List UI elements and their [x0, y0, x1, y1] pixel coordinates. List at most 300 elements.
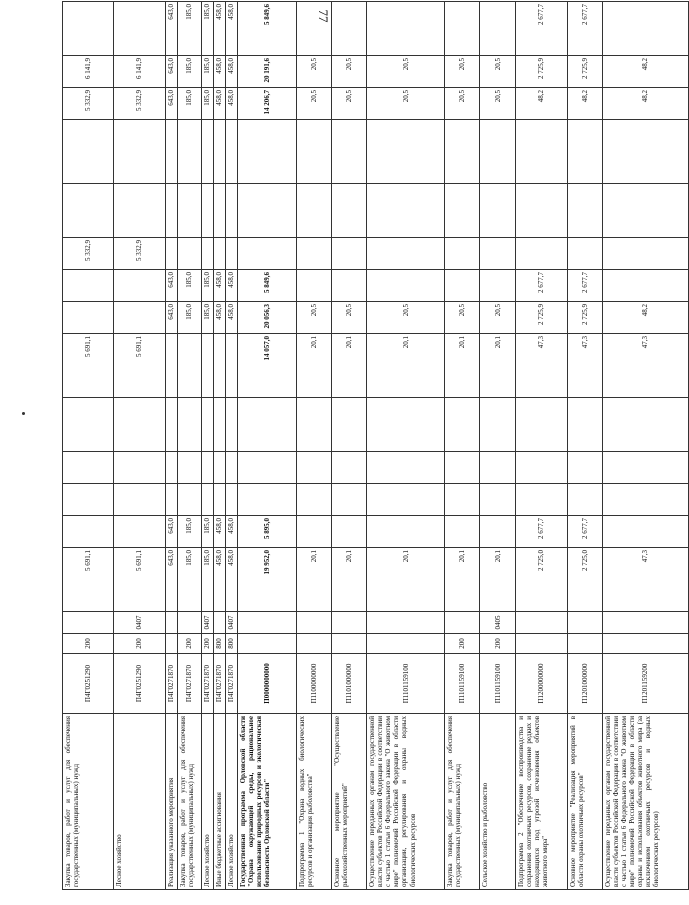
cell-amount — [567, 398, 602, 452]
cell-section-code: 0407 — [225, 612, 237, 634]
cell-amount — [445, 516, 480, 548]
cell-vr-code: 800 — [225, 634, 237, 654]
cell-amount: 643,0 — [165, 302, 177, 334]
cell-amount — [480, 484, 515, 516]
cell-amount: 458,0 — [213, 88, 225, 120]
cell-amount: 20,5 — [367, 88, 445, 120]
page-number: 77 — [316, 9, 331, 23]
cell-amount: 458,0 — [213, 548, 225, 612]
cell-amount — [296, 484, 331, 516]
cell-amount — [237, 120, 296, 184]
cell-amount — [114, 302, 165, 334]
cell-section-code — [165, 612, 177, 634]
table-row — [332, 2, 367, 890]
cell-csr-code: П1101000000 — [332, 654, 367, 714]
cell-amount: 20,5 — [367, 56, 445, 88]
cell-amount: 185,0 — [177, 548, 201, 612]
cell-section-code — [445, 612, 480, 634]
cell-amount — [296, 184, 331, 238]
cell-name: Лесное хозяйство — [201, 714, 213, 890]
cell-amount: 185,0 — [201, 2, 213, 56]
cell-amount: 48,2 — [602, 88, 688, 120]
cell-amount — [567, 120, 602, 184]
cell-amount — [63, 302, 114, 334]
table-row — [225, 2, 237, 890]
cell-amount: 185,0 — [201, 302, 213, 334]
cell-amount — [225, 452, 237, 484]
cell-amount — [445, 452, 480, 484]
cell-amount: 48,2 — [567, 88, 602, 120]
cell-amount — [177, 238, 201, 270]
cell-amount — [332, 120, 367, 184]
cell-amount — [63, 484, 114, 516]
cell-amount — [602, 2, 688, 56]
cell-amount — [225, 120, 237, 184]
cell-name: Осуществление переданных органам государственной власти субъектов Российской Федерации в соответствии с частью 1 статьи 6 Федерального закона "О животном мире" полномочий Российской Федерации в области организации, регулирования и охраны водных биологических ресурсов — [367, 714, 445, 890]
cell-vr-code: 200 — [480, 634, 515, 654]
cell-csr-code: П1101159100 — [480, 654, 515, 714]
cell-amount — [213, 120, 225, 184]
cell-name: Сельское хозяйство и рыболовство — [480, 714, 515, 890]
cell-amount: 458,0 — [225, 270, 237, 302]
cell-name: Основное мероприятие "Реализация мероприятий в области охраны охотничьих ресурсов" — [567, 714, 602, 890]
cell-amount — [296, 516, 331, 548]
cell-amount — [213, 398, 225, 452]
cell-amount: 458,0 — [213, 302, 225, 334]
cell-amount — [332, 270, 367, 302]
cell-amount — [367, 270, 445, 302]
cell-amount — [237, 452, 296, 484]
cell-amount: 458,0 — [225, 548, 237, 612]
cell-csr-code: П4Г0271870 — [225, 654, 237, 714]
cell-amount: 5 849,6 — [237, 2, 296, 56]
cell-amount — [237, 184, 296, 238]
cell-amount: 5 332,9 — [114, 238, 165, 270]
cell-amount — [567, 452, 602, 484]
cell-amount: 643,0 — [165, 516, 177, 548]
table-row — [515, 2, 567, 890]
cell-amount — [567, 184, 602, 238]
cell-amount — [515, 484, 567, 516]
cell-amount — [213, 334, 225, 398]
cell-amount: 643,0 — [165, 548, 177, 612]
cell-amount — [602, 452, 688, 484]
cell-vr-code — [515, 634, 567, 654]
cell-amount: 185,0 — [177, 2, 201, 56]
cell-amount — [296, 270, 331, 302]
cell-amount — [114, 398, 165, 452]
cell-amount — [480, 2, 515, 56]
cell-amount — [367, 484, 445, 516]
cell-amount: 2 725,9 — [515, 302, 567, 334]
cell-amount: 20,5 — [332, 56, 367, 88]
cell-section-code: 0405 — [480, 612, 515, 634]
cell-amount — [165, 334, 177, 398]
cell-name: Закупка товаров, работ и услуг для обеспечения государственных (муниципальных) нужд — [177, 714, 201, 890]
cell-amount: 2 725,9 — [567, 302, 602, 334]
cell-amount: 2 677,7 — [515, 2, 567, 56]
cell-amount: 14 206,7 — [237, 88, 296, 120]
cell-amount — [114, 270, 165, 302]
cell-csr-code: П4Г0271870 — [165, 654, 177, 714]
cell-amount: 20,5 — [480, 88, 515, 120]
cell-name: Государственная программа Орловской области "Охрана окружающей среды, рациональное использование природных ресурсов и экологическая безопасность Орловской области" — [237, 714, 296, 890]
cell-vr-code — [165, 634, 177, 654]
cell-amount — [63, 398, 114, 452]
cell-amount — [367, 2, 445, 56]
cell-amount: 643,0 — [165, 2, 177, 56]
cell-name: Закупка товаров, работ и услуг для обеспечения государственных (муниципальных) нужд — [63, 714, 114, 890]
cell-amount: 20,5 — [332, 302, 367, 334]
cell-amount — [114, 120, 165, 184]
cell-amount: 643,0 — [165, 270, 177, 302]
table-row — [602, 2, 688, 890]
cell-amount: 458,0 — [213, 270, 225, 302]
cell-amount — [201, 452, 213, 484]
cell-amount: 5 332,9 — [63, 88, 114, 120]
cell-amount — [225, 398, 237, 452]
table-row — [201, 2, 213, 890]
cell-amount: 20,5 — [296, 88, 331, 120]
cell-section-code — [602, 612, 688, 634]
cell-amount — [114, 484, 165, 516]
cell-amount — [201, 238, 213, 270]
cell-amount: 185,0 — [201, 548, 213, 612]
table-row — [114, 2, 165, 890]
cell-name: Подпрограмма 2 "Обеспечение воспроизводства и сохранения охотничьих ресурсов, сохранение редких и находящихся под угрозой исчезновения объектов животного мира" — [515, 714, 567, 890]
cell-amount: 48,2 — [515, 88, 567, 120]
cell-amount: 185,0 — [177, 302, 201, 334]
cell-amount: 5 691,1 — [63, 334, 114, 398]
cell-amount — [602, 484, 688, 516]
cell-amount — [445, 120, 480, 184]
cell-amount: 20,5 — [332, 88, 367, 120]
cell-amount: 643,0 — [165, 56, 177, 88]
cell-amount — [177, 484, 201, 516]
cell-amount — [63, 120, 114, 184]
cell-amount — [567, 238, 602, 270]
cell-amount — [225, 184, 237, 238]
cell-amount: 20,1 — [367, 548, 445, 612]
cell-amount: 20,5 — [445, 88, 480, 120]
cell-amount: 458,0 — [225, 516, 237, 548]
cell-amount — [332, 2, 367, 56]
table-row — [213, 2, 225, 890]
cell-amount: 20,1 — [332, 548, 367, 612]
cell-section-code — [237, 612, 296, 634]
cell-amount: 185,0 — [201, 88, 213, 120]
cell-csr-code: П1200000000 — [515, 654, 567, 714]
cell-section-code — [213, 612, 225, 634]
cell-name: Подпрограмма 1 "Охрана водных биологических ресурсов и организация рыболовства" — [296, 714, 331, 890]
cell-amount — [515, 184, 567, 238]
cell-amount — [445, 270, 480, 302]
cell-amount — [63, 452, 114, 484]
cell-amount: 185,0 — [177, 270, 201, 302]
cell-amount — [296, 452, 331, 484]
cell-vr-code: 200 — [63, 634, 114, 654]
cell-amount — [165, 452, 177, 484]
cell-amount: 47,3 — [567, 334, 602, 398]
cell-amount: 458,0 — [225, 88, 237, 120]
cell-amount — [480, 398, 515, 452]
cell-amount — [602, 120, 688, 184]
cell-amount — [602, 184, 688, 238]
cell-vr-code — [237, 634, 296, 654]
cell-amount — [177, 334, 201, 398]
cell-amount: 458,0 — [213, 516, 225, 548]
cell-csr-code: П1101159100 — [367, 654, 445, 714]
cell-amount: 458,0 — [213, 2, 225, 56]
cell-vr-code — [602, 634, 688, 654]
cell-amount: 2 725,9 — [567, 56, 602, 88]
cell-amount — [225, 238, 237, 270]
cell-amount: 20,5 — [445, 56, 480, 88]
cell-csr-code: П4Г0271870 — [201, 654, 213, 714]
cell-amount: 20,1 — [480, 548, 515, 612]
cell-amount: 20,5 — [480, 302, 515, 334]
cell-name: Иные бюджетные ассигнования — [213, 714, 225, 890]
cell-amount — [445, 2, 480, 56]
cell-amount — [213, 452, 225, 484]
cell-amount — [296, 120, 331, 184]
cell-amount — [567, 484, 602, 516]
cell-amount — [114, 516, 165, 548]
cell-amount — [237, 238, 296, 270]
cell-amount — [213, 484, 225, 516]
cell-vr-code — [332, 634, 367, 654]
cell-amount — [332, 452, 367, 484]
cell-amount — [515, 120, 567, 184]
cell-amount: 458,0 — [225, 56, 237, 88]
cell-amount: 2 677,7 — [515, 270, 567, 302]
table-row — [237, 2, 296, 890]
cell-amount: 14 057,0 — [237, 334, 296, 398]
cell-section-code — [332, 612, 367, 634]
cell-amount — [165, 120, 177, 184]
cell-amount: 6 141,9 — [63, 56, 114, 88]
cell-amount — [201, 184, 213, 238]
cell-amount: 20,1 — [296, 334, 331, 398]
table-row — [296, 2, 331, 890]
cell-name: Осуществление переданных органам государственной власти субъектов Российской Федерации в соответствии с частью 1 статьи 6 Федерального закона "О животном мире" полномочий Российской Федерации в области охраны и использования объектов животного мира (за исключением охотничьих ресурсов и водных биологических ресурсов) — [602, 714, 688, 890]
table-row — [177, 2, 201, 890]
cell-amount — [445, 398, 480, 452]
cell-amount: 185,0 — [201, 516, 213, 548]
budget-table-rotated — [62, 4, 689, 890]
cell-amount — [225, 334, 237, 398]
cell-vr-code: 200 — [445, 634, 480, 654]
cell-vr-code: 200 — [201, 634, 213, 654]
cell-vr-code: 200 — [177, 634, 201, 654]
cell-amount — [367, 120, 445, 184]
cell-amount: 47,3 — [602, 334, 688, 398]
table-row — [480, 2, 515, 890]
cell-amount: 20 056,3 — [237, 302, 296, 334]
cell-name: Реализация указанного мероприятия — [165, 714, 177, 890]
cell-amount — [332, 484, 367, 516]
cell-csr-code: П4Г0251290 — [114, 654, 165, 714]
cell-amount — [201, 120, 213, 184]
cell-amount: 20,5 — [480, 56, 515, 88]
cell-amount — [201, 334, 213, 398]
cell-amount: 47,3 — [515, 334, 567, 398]
cell-amount: 6 141,9 — [114, 56, 165, 88]
cell-amount — [332, 398, 367, 452]
cell-amount — [480, 452, 515, 484]
cell-csr-code: П1101159100 — [445, 654, 480, 714]
cell-amount — [602, 270, 688, 302]
cell-amount: 185,0 — [177, 56, 201, 88]
cell-amount: 20,5 — [296, 56, 331, 88]
cell-amount — [63, 2, 114, 56]
cell-amount — [225, 484, 237, 516]
cell-amount — [367, 398, 445, 452]
cell-amount: 458,0 — [225, 302, 237, 334]
cell-amount: 20,5 — [296, 302, 331, 334]
cell-name: Лесное хозяйство — [225, 714, 237, 890]
cell-amount: 20 191,6 — [237, 56, 296, 88]
cell-amount — [237, 398, 296, 452]
table-row — [63, 2, 114, 890]
table-row — [165, 2, 177, 890]
cell-amount — [367, 238, 445, 270]
cell-amount — [177, 184, 201, 238]
cell-amount — [296, 238, 331, 270]
cell-amount: 5 895,0 — [237, 516, 296, 548]
cell-amount — [114, 2, 165, 56]
cell-amount — [480, 238, 515, 270]
cell-amount — [602, 516, 688, 548]
cell-amount: 458,0 — [225, 2, 237, 56]
cell-amount: 20,1 — [332, 334, 367, 398]
cell-csr-code: П0000000000 — [237, 654, 296, 714]
cell-amount: 48,2 — [602, 56, 688, 88]
cell-amount: 185,0 — [201, 270, 213, 302]
cell-amount — [177, 452, 201, 484]
cell-amount — [63, 516, 114, 548]
cell-amount: 19 952,0 — [237, 548, 296, 612]
cell-amount: 5 691,1 — [63, 548, 114, 612]
cell-amount: 2 725,0 — [567, 548, 602, 612]
cell-amount — [63, 270, 114, 302]
cell-amount — [480, 184, 515, 238]
cell-amount — [480, 120, 515, 184]
scan-speck — [22, 412, 25, 415]
cell-amount: 185,0 — [177, 516, 201, 548]
cell-amount: 48,2 — [602, 302, 688, 334]
cell-csr-code: П1100000000 — [296, 654, 331, 714]
cell-amount — [177, 120, 201, 184]
cell-amount: 2 677,7 — [515, 516, 567, 548]
cell-amount: 5 332,9 — [114, 88, 165, 120]
cell-amount — [114, 452, 165, 484]
cell-amount — [296, 398, 331, 452]
cell-amount — [165, 184, 177, 238]
cell-amount — [445, 484, 480, 516]
cell-amount — [332, 516, 367, 548]
cell-section-code — [296, 612, 331, 634]
cell-vr-code: 200 — [114, 634, 165, 654]
cell-amount — [213, 184, 225, 238]
cell-name: Закупка товаров, работ и услуг для обеспечения государственных (муниципальных) нужд — [445, 714, 480, 890]
cell-amount — [165, 484, 177, 516]
cell-amount: 643,0 — [165, 88, 177, 120]
table-row — [367, 2, 445, 890]
cell-amount — [296, 2, 331, 56]
cell-section-code — [515, 612, 567, 634]
cell-csr-code: П4Г0271870 — [177, 654, 201, 714]
cell-amount — [480, 270, 515, 302]
cell-amount: 185,0 — [201, 56, 213, 88]
cell-amount — [237, 484, 296, 516]
cell-amount: 47,3 — [602, 548, 688, 612]
cell-csr-code: П4Г0271870 — [213, 654, 225, 714]
cell-name: Основное мероприятие "Осуществление рыбохозяйственных мероприятий" — [332, 714, 367, 890]
cell-amount: 5 849,6 — [237, 270, 296, 302]
cell-amount — [515, 398, 567, 452]
cell-amount — [63, 184, 114, 238]
cell-amount — [445, 184, 480, 238]
cell-amount: 5 691,1 — [114, 334, 165, 398]
cell-amount — [602, 398, 688, 452]
cell-amount: 20,1 — [480, 334, 515, 398]
cell-amount — [480, 516, 515, 548]
cell-amount: 2 725,9 — [515, 56, 567, 88]
budget-table — [62, 1, 689, 890]
cell-csr-code: П1201159200 — [602, 654, 688, 714]
cell-amount — [332, 238, 367, 270]
cell-vr-code — [296, 634, 331, 654]
cell-csr-code: П4Г0251290 — [63, 654, 114, 714]
cell-amount — [515, 452, 567, 484]
cell-section-code — [63, 612, 114, 634]
cell-amount: 2 677,7 — [567, 270, 602, 302]
table-row — [445, 2, 480, 890]
cell-section-code — [367, 612, 445, 634]
cell-section-code: 0407 — [114, 612, 165, 634]
cell-name: Лесное хозяйство — [114, 714, 165, 890]
cell-amount: 20,5 — [445, 302, 480, 334]
cell-amount — [367, 516, 445, 548]
cell-amount: 2 725,0 — [515, 548, 567, 612]
cell-amount — [177, 398, 201, 452]
cell-amount: 458,0 — [213, 56, 225, 88]
cell-vr-code — [567, 634, 602, 654]
cell-vr-code: 800 — [213, 634, 225, 654]
cell-amount — [332, 184, 367, 238]
cell-amount — [201, 398, 213, 452]
cell-amount — [213, 238, 225, 270]
cell-amount — [165, 238, 177, 270]
cell-amount — [114, 184, 165, 238]
cell-csr-code: П1201000000 — [567, 654, 602, 714]
cell-amount — [201, 484, 213, 516]
cell-amount — [445, 238, 480, 270]
cell-amount: 5 691,1 — [114, 548, 165, 612]
cell-amount: 20,1 — [445, 548, 480, 612]
cell-amount: 20,1 — [445, 334, 480, 398]
cell-amount — [602, 238, 688, 270]
cell-amount — [367, 452, 445, 484]
cell-amount — [165, 398, 177, 452]
cell-amount: 20,5 — [367, 302, 445, 334]
cell-section-code: 0407 — [201, 612, 213, 634]
cell-amount: 2 677,7 — [567, 516, 602, 548]
cell-amount — [367, 184, 445, 238]
cell-amount: 20,1 — [296, 548, 331, 612]
cell-section-code — [177, 612, 201, 634]
